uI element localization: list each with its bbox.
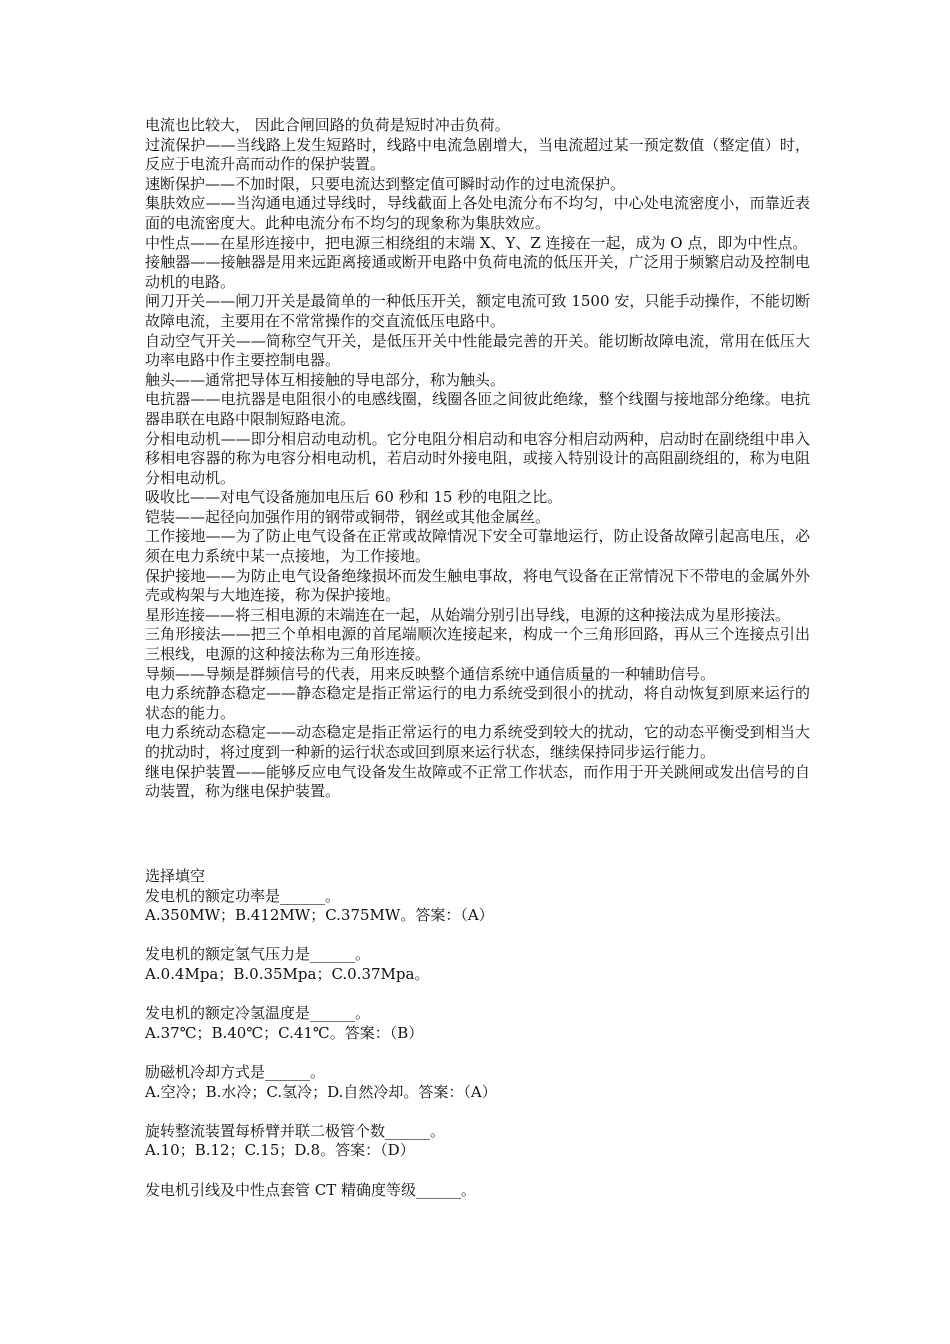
definition-paragraph: 闸刀开关——闸刀开关是最简单的一种低压开关，额定电流可致 1500 安，只能手动操作，不能切断故障电流，主要用在不常常操作的交直流低压电路中。 [145, 292, 810, 330]
question-options: A.0.4Mpa；B.0.35Mpa；C.0.37Mpa。 [145, 964, 430, 983]
definition-paragraph: 电抗器——电抗器是电阻很小的电感线圈，线圈各匝之间彼此绝缘，整个线圈与接地部分绝缘。电抗器串联在电路中限制短路电流。 [145, 390, 810, 428]
question-text: 旋转整流装置每桥臂并联二极管个数______。 [145, 1121, 446, 1140]
definition-paragraph: 星形连接——将三相电源的末端连在一起，从始端分别引出导线，电源的这种接法成为星形接法。 [145, 605, 791, 624]
quiz-question [145, 1063, 810, 1102]
question-options: A.10；B.12；C.15；D.8。答案：（D） [145, 1141, 415, 1160]
definition-paragraph: 自动空气开关——简称空气开关，是低压开关中性能最完善的开关。能切断故障电流，常用在低压大功率电路中作主要控制电器。 [145, 331, 810, 370]
definition-paragraph: 三角形接法——把三个单相电源的首尾端顺次连接起来，构成一个三角形回路，再从三个连接点引出三根线，电源的这种接法称为三角形连接。 [145, 625, 810, 664]
definition-paragraph: 工作接地——为了防止电气设备在正常或故障情况下安全可靠地运行，防止设备故障引起高电压，必须在电力系统中某一点接地，为工作接地。 [145, 527, 810, 566]
definition-paragraph: 电流也比较大， 因此合闸回路的负荷是短时冲击负荷。 [145, 116, 510, 134]
quiz-question [145, 887, 810, 926]
question-text: 励磁机冷却方式是______。 [145, 1062, 326, 1081]
question-options: A.37℃；B.40℃；C.41℃。答案：（B） [145, 1023, 424, 1042]
quiz-question [145, 1122, 810, 1161]
quiz-section [145, 867, 810, 1220]
definitions-block [145, 116, 810, 802]
definition-paragraph: 触头——通常把导体互相接触的导电部分，称为触头。 [145, 370, 506, 389]
question-text: 发电机的额定冷氢温度是______。 [145, 1004, 371, 1023]
quiz-question [145, 945, 810, 984]
definition-paragraph: 集肤效应——当沟通电通过导线时，导线截面上各处电流分布不均匀，中心处电流密度小，而靠近表面的电流密度大。此种电流分布不均匀的现象称为集肤效应。 [145, 194, 810, 232]
question-text: 发电机的额定氢气压力是______。 [145, 945, 371, 964]
definition-paragraph: 中性点——在星形连接中，把电源三相绕组的末端 X、Y、Z 连接在一起，成为 O 点，即为中性点。 [145, 233, 808, 252]
definition-paragraph: 继电保护装置——能够反应电气设备发生故障或不正常工作状态，而作用于开关跳闸或发出信号的自动装置，称为继电保护装置。 [145, 762, 810, 801]
definition-paragraph: 分相电动机——即分相启动电动机。它分电阻分相启动和电容分相启动两种，启动时在副绕组中串入移相电容器的称为电容分相电动机，若启动时外接电阻，或接入特别设计的高阻副绕组的，称为电阻分相电动机。 [145, 429, 810, 487]
section-heading: 选择填空 [145, 867, 206, 885]
question-text: 发电机的额定功率是______。 [145, 886, 341, 905]
definition-paragraph: 接触器——接触器是用来远距离接通或断开电路中负荷电流的低压开关，广泛用于频繁启动及控制电动机的电路。 [145, 253, 810, 291]
question-options: A.空冷；B.水冷；C.氢冷；D.自然冷却。答案：（A） [145, 1082, 497, 1101]
definition-paragraph: 吸收比——对电气设备施加电压后 60 秒和 15 秒的电阻之比。 [145, 488, 563, 507]
definition-paragraph: 铠装——起径向加强作用的钢带或铜带，钢丝或其他金属丝。 [145, 507, 551, 526]
question-options: A.350MW；B.412MW；C.375MW。答案：（A） [145, 906, 494, 925]
quiz-question [145, 1004, 810, 1043]
definition-paragraph: 导频——导频是群频信号的代表，用来反映整个通信系统中通信质量的一种辅助信号。 [145, 664, 716, 683]
quiz-question [145, 1181, 810, 1201]
definition-paragraph: 速断保护——不加时限，只要电流达到整定值可瞬时动作的过电流保护。 [145, 174, 626, 193]
definition-paragraph: 保护接地——为防止电气设备绝缘损坏而发生触电事故，将电气设备在正常情况下不带电的金属外外壳或构架与大地连接，称为保护接地。 [145, 566, 810, 605]
definition-paragraph: 电力系统静态稳定——静态稳定是指正常运行的电力系统受到很小的扰动，将自动恢复到原来运行的状态的能力。 [145, 684, 810, 722]
definition-paragraph: 过流保护——当线路上发生短路时，线路中电流急剧增大，当电流超过某一预定数值（整定值）时， 反应于电流升高而动作的保护装置。 [145, 135, 810, 174]
question-text: 发电机引线及中性点套管 CT 精确度等级______。 [145, 1180, 477, 1199]
definition-paragraph: 电力系统动态稳定——动态稳定是指正常运行的电力系统受到较大的扰动，它的动态平衡受到相当大的扰动时，将过度到一种新的运行状态或回到原来运行状态，继续保持同步运行能力。 [145, 723, 810, 761]
